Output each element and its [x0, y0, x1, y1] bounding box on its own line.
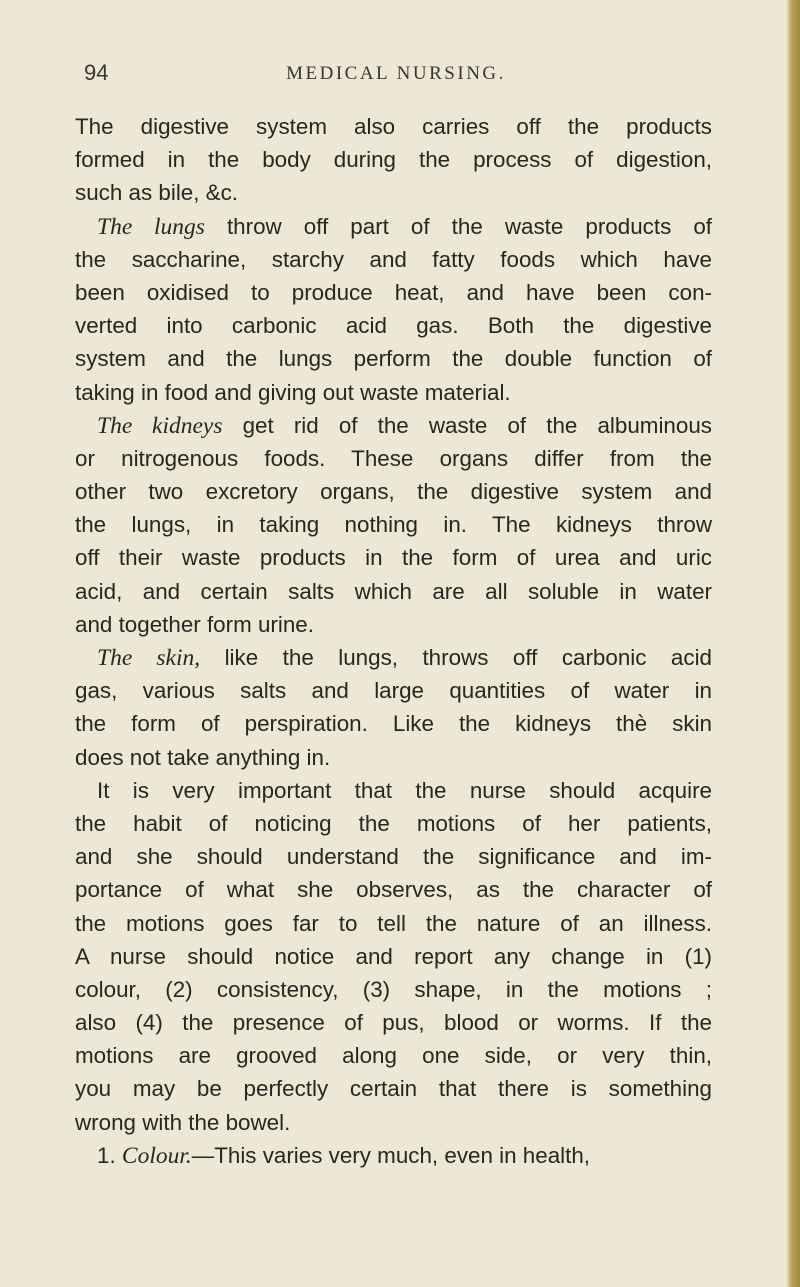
text-line: the habit of noticing the motions of her patients,	[75, 810, 712, 836]
line-rest: get rid of the waste of the albuminous	[222, 412, 712, 438]
text-line: motions are grooved along one side, or very thin,	[75, 1043, 712, 1069]
line-rest: like the lungs, throws off carbonic acid	[200, 645, 712, 670]
page-header	[76, 60, 716, 90]
italic-lead: The kidneys	[97, 412, 223, 439]
italic-lead: The skin,	[97, 645, 201, 671]
running-title: MEDICAL NURSING.	[286, 63, 506, 84]
list-number: 1.	[97, 1142, 116, 1168]
text-line: portance of what she observes, as the character of	[75, 877, 712, 903]
text-line	[75, 409, 712, 442]
text-line: does not take anything in.	[75, 744, 331, 770]
text-line: other two excretory organs, the digestive system and	[75, 479, 712, 505]
text-line: the form of perspiration. Like the kidneys thè skin	[75, 711, 712, 737]
text-line: also (4) the presence of pus, blood or worms. If the	[75, 1010, 712, 1036]
text-line: gas, various salts and large quantities of water in	[75, 678, 712, 704]
text-line: and together form urine.	[75, 611, 314, 637]
text-line: system and the lungs perform the double function of	[75, 346, 712, 372]
text-line	[75, 210, 712, 243]
text-line: A nurse should notice and report any change in (1)	[75, 943, 712, 969]
text-line: off their waste products in the form of urea and uric	[75, 545, 712, 571]
text-line: such as bile, &c.	[75, 180, 239, 206]
text-line: or nitrogenous foods. These organs differ from the	[75, 445, 712, 471]
body-text	[75, 110, 712, 1172]
text-line: formed in the body during the process of digestion,	[75, 147, 712, 173]
text-line: taking in food and giving out waste material.	[75, 379, 511, 405]
text-line: the motions goes far to tell the nature of an illness.	[75, 910, 712, 936]
page-number: 94	[84, 60, 109, 85]
text-line: wrong with the bowel.	[75, 1109, 291, 1135]
text-line: the lungs, in taking nothing in. The kidneys throw	[75, 512, 712, 538]
italic-lead: The lungs	[97, 213, 205, 240]
italic-lead: Colour.	[121, 1142, 192, 1169]
text-line: and she should understand the significance and im-	[75, 844, 712, 870]
line-rest: throw off part of the waste products of	[204, 213, 712, 239]
text-line: the saccharine, starchy and fatty foods which have	[75, 246, 712, 272]
text-line	[75, 641, 712, 674]
page-edge	[786, 0, 800, 1287]
text-line: The digestive system also carries off the products	[75, 114, 712, 139]
text-line: acid, and certain salts which are all soluble in water	[75, 578, 712, 604]
text-line: been oxidised to produce heat, and have been con-	[75, 279, 712, 305]
line-rest: —This varies very much, even in health,	[191, 1142, 591, 1168]
text-line: colour, (2) consistency, (3) shape, in the motions ;	[75, 976, 712, 1002]
text-line: It is very important that the nurse should acquire	[97, 777, 712, 803]
text-line: you may be perfectly certain that there is something	[75, 1076, 712, 1102]
text-line: verted into carbonic acid gas. Both the digestive	[75, 313, 712, 339]
text-line	[75, 1139, 712, 1172]
